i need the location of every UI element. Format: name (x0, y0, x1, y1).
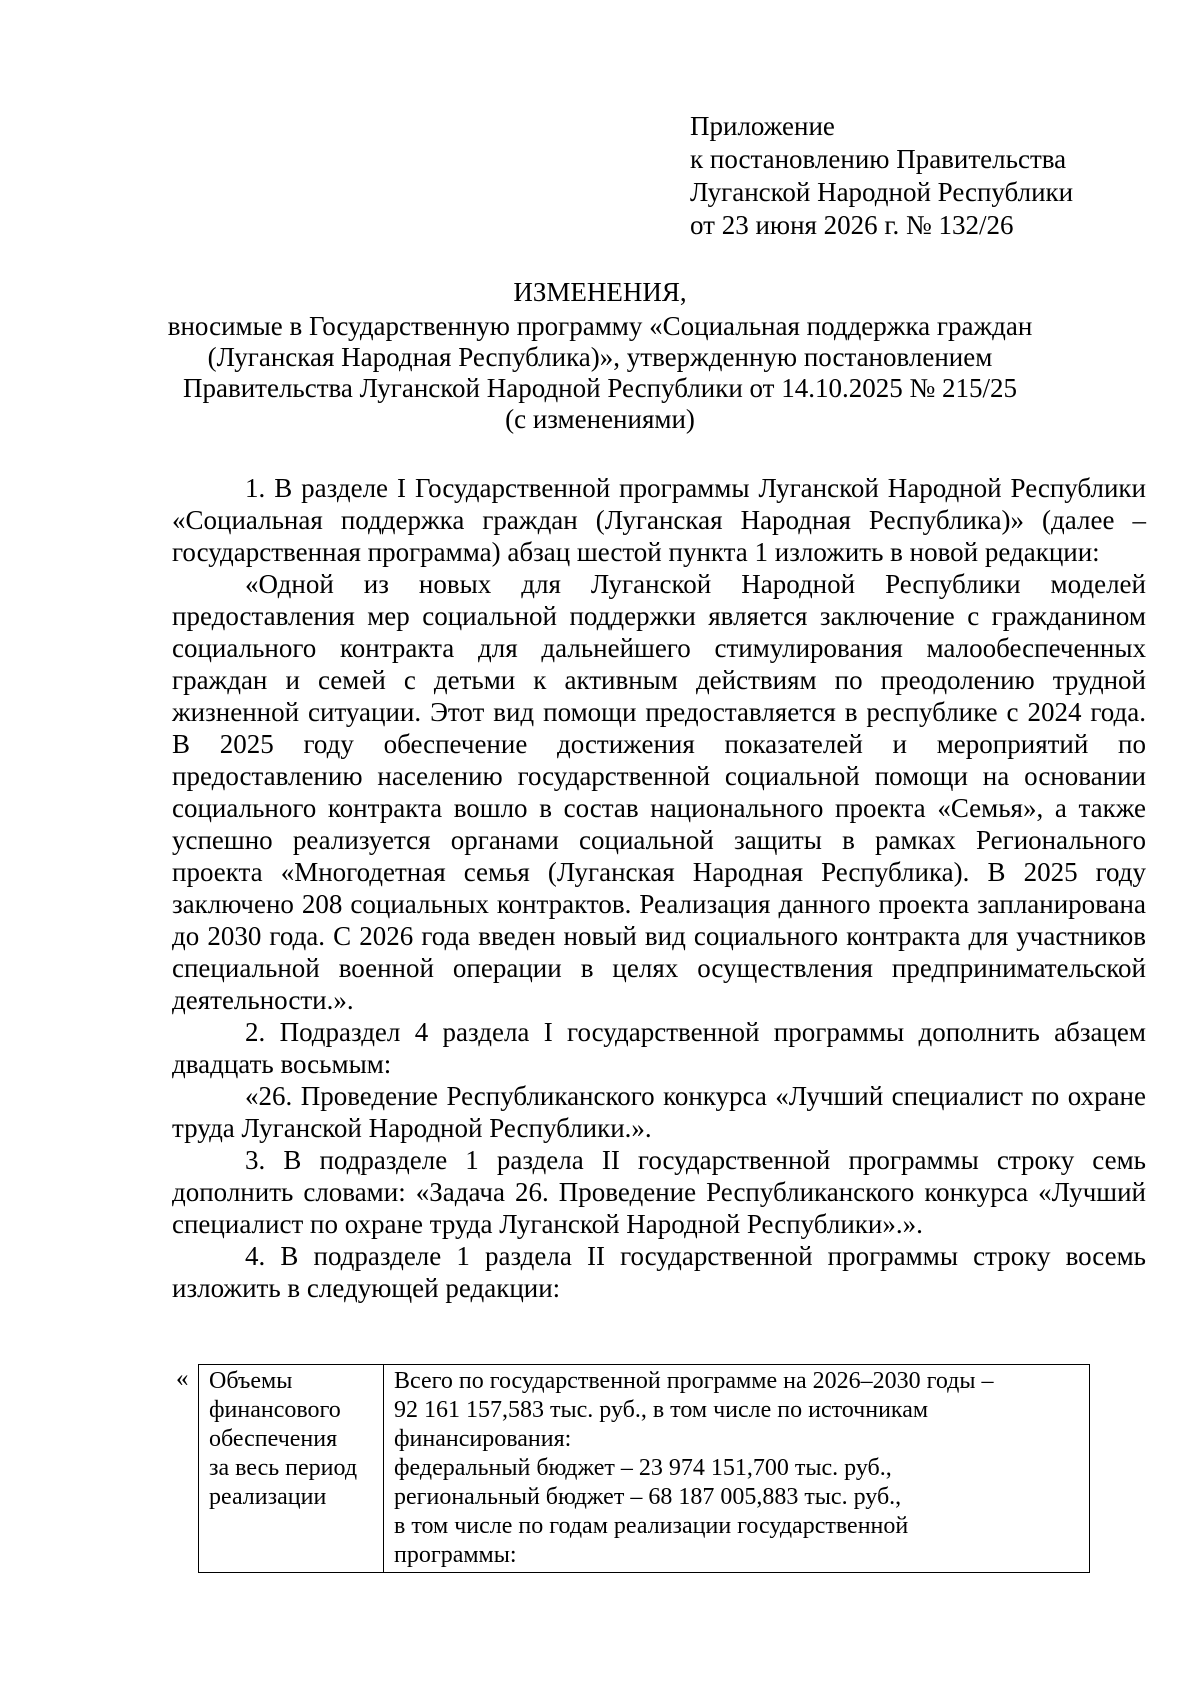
appendix-line-3: Луганской Народной Республики (690, 177, 1074, 207)
appendix-header (690, 110, 1073, 242)
paragraph-6: 4. В подразделе 1 раздела II государственной программы строку восемь изложить в следующей редакции: (172, 1241, 1146, 1303)
appendix-line-2: к постановлению Правительства (690, 144, 1067, 174)
document-body (172, 472, 1146, 1304)
paragraph-3: 2. Подраздел 4 раздела I государственной программы дополнить абзацем двадцать восьмым: (172, 1017, 1146, 1079)
value-line: федеральный бюджет – 23 974 151,700 тыс. руб., (394, 1455, 892, 1481)
appendix-line-1: Приложение (690, 111, 835, 141)
paragraph-2: «Одной из новых для Луганской Народной Республики моделей предоставления мер социальной поддержки является заключение с гражданином социального контракта для дальнейшего стимулирования малообеспеченных граждан и семей с детьми к активным действиям по преодолению трудной жизненной ситуации. Этот вид помощи предоставляется в республике с 2024 года. В 2025 году обеспечение достижения показателей и мероприятий по предоставлению населению государственной социальной помощи на основании социального контракта вошло в состав национального проекта «Семья», а также успешно реализуется органами социальной защиты в рамках Регионального проекта «Многодетная семья (Луганская Народная Республика). В 2025 году заключено 208 социальных контрактов. Реализация данного проекта запланирована до 2030 года. С 2026 года введен новый вид социального контракта для участников специальной военной операции в целях осуществления предпринимательской деятельности.». (172, 569, 1146, 1015)
paragraph-5: 3. В подразделе 1 раздела II государственной программы строку семь дополнить словами: «Задача 26. Проведение Республиканского конкурса «Лучший специалист по охране труда Луганской Народной Республики».». (172, 1145, 1146, 1239)
value-line: финансирования: (394, 1426, 572, 1452)
table-value-cell (384, 1365, 1090, 1573)
document-title (150, 277, 1050, 435)
label-line: за весь период (209, 1455, 358, 1481)
appendix-line-4: от 23 июня 2026 г. № 132/26 (690, 210, 1014, 240)
paragraph-4: «26. Проведение Республиканского конкурса «Лучший специалист по охране труда Луганской Народной Республики.». (172, 1081, 1146, 1143)
label-line: финансового (209, 1397, 341, 1423)
value-line: региональный бюджет – 68 187 005,883 тыс. руб., (394, 1484, 902, 1510)
title-heading: ИЗМЕНЕНИЯ, (513, 277, 687, 307)
title-line-3: Правительства Луганской Народной Республики от 14.10.2025 № 215/25 (183, 373, 1017, 403)
value-line: программы: (394, 1542, 517, 1568)
value-line: 92 161 157,583 тыс. руб., в том числе по источникам (394, 1397, 929, 1423)
table-row (199, 1365, 1090, 1573)
value-line: в том числе по годам реализации государственной (394, 1513, 909, 1539)
value-line: Всего по государственной программе на 2026–2030 годы – (394, 1368, 994, 1394)
label-line: обеспечения (209, 1426, 338, 1452)
title-line-4: (с изменениями) (505, 404, 695, 434)
paragraph-1: 1. В разделе I Государственной программы Луганской Народной Республики «Социальная поддержка граждан (Луганская Народная Республика)» (далее – государственная программа) абзац шестой пункта 1 изложить в новой редакции: (172, 473, 1146, 567)
opening-quote-mark: « (176, 1365, 189, 1392)
label-line: Объемы (209, 1368, 293, 1394)
title-line-1: вносимые в Государственную программу «Социальная поддержка граждан (167, 311, 1033, 341)
title-line-2: (Луганская Народная Республика)», утвержденную постановлением (207, 342, 993, 372)
label-line: реализации (209, 1484, 327, 1510)
table-label-cell (199, 1365, 384, 1573)
finance-table (198, 1364, 1090, 1573)
